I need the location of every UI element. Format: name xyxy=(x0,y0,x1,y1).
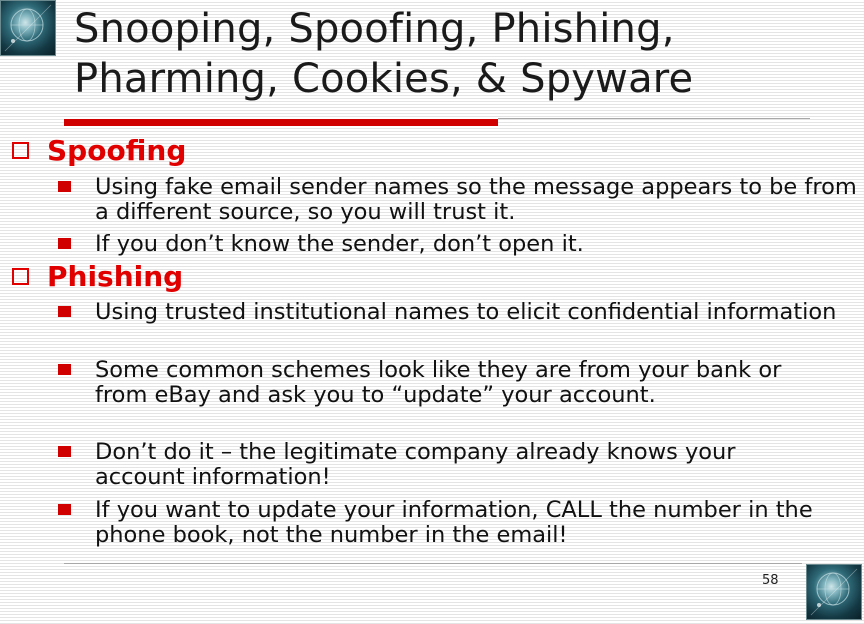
filled-square-icon xyxy=(58,306,71,317)
title-underline-accent xyxy=(64,119,498,126)
globe-network-icon xyxy=(806,564,862,620)
page-number: 58 xyxy=(762,573,779,588)
filled-square-icon xyxy=(58,364,71,375)
list-item: Using fake email sender names so the message appears to be from a different source, so you will trust it. xyxy=(58,175,858,225)
slide-title-line-2: Pharming, Cookies, & Spyware xyxy=(74,56,694,102)
list-item: Don’t do it – the legitimate company already knows your account information! xyxy=(58,440,858,490)
section-heading-spoofing: Spoofing xyxy=(12,135,186,167)
title-underline-rule xyxy=(498,118,810,119)
filled-square-icon xyxy=(58,181,71,192)
filled-square-icon xyxy=(58,446,71,457)
footer-rule xyxy=(64,563,802,564)
list-item: Using trusted institutional names to elicit confidential information xyxy=(58,300,858,325)
filled-square-icon xyxy=(58,504,71,515)
slide-title xyxy=(74,4,854,104)
section-heading-phishing: Phishing xyxy=(12,261,183,293)
list-item: Some common schemes look like they are from your bank or from eBay and ask you to “update” your account. xyxy=(58,358,858,408)
filled-square-icon xyxy=(58,238,71,249)
hollow-square-icon xyxy=(12,268,29,285)
list-item: If you don’t know the sender, don’t open it. xyxy=(58,232,858,257)
hollow-square-icon xyxy=(12,142,29,159)
slide-title-line-1: Snooping, Spoofing, Phishing, xyxy=(74,6,675,52)
list-item: If you want to update your information, CALL the number in the phone book, not the number in the email! xyxy=(58,498,858,548)
globe-network-icon xyxy=(0,0,56,56)
